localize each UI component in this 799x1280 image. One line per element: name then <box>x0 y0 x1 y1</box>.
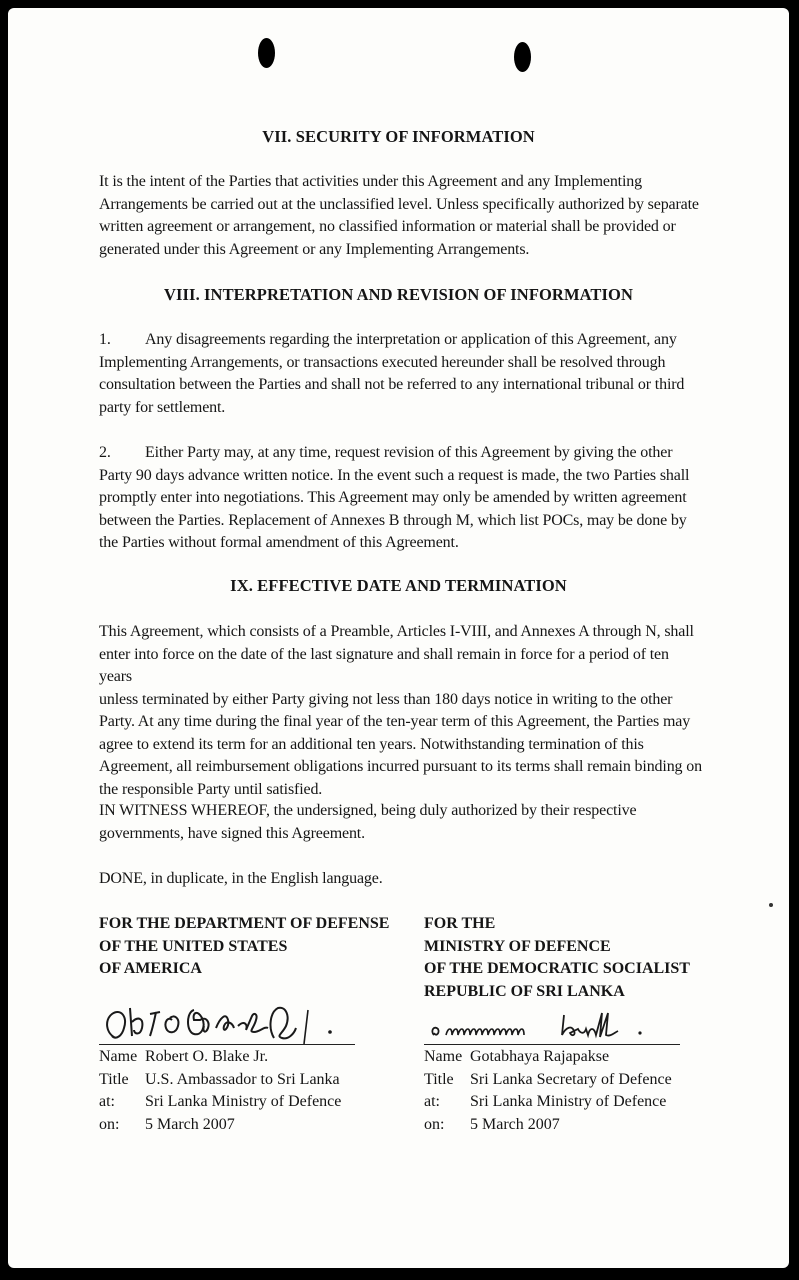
org-line: OF AMERICA <box>99 960 202 977</box>
text-line: Party. At any time during the final year of the ten-year term of this Agreement, the Parties may <box>99 713 691 730</box>
section-viii-paragraph-2 <box>99 442 704 555</box>
witness-clause <box>99 800 704 845</box>
field-label: Title <box>99 1071 129 1088</box>
text-line: governments, have signed this Agreement. <box>99 824 365 842</box>
text-line: agree to extend its term for an additional ten years. Notwithstanding termination of this <box>99 735 644 753</box>
field-value: Sri Lanka Secretary of Defence <box>470 1071 672 1088</box>
text-line: unless terminated by either Party giving not less than 180 days notice in writing to the other <box>99 690 673 708</box>
punch-hole-right <box>514 42 531 72</box>
org-line: FOR THE DEPARTMENT OF DEFENSE <box>99 915 390 932</box>
text-line <box>99 442 704 465</box>
left-signatory-org <box>99 913 389 981</box>
field-label: Name <box>99 1048 138 1065</box>
text-line: This Agreement, which consists of a Preamble, Articles I-VIII, and Annexes A through N, shall <box>99 623 694 640</box>
done-clause <box>99 868 704 891</box>
text-line: Arrangements be carried out at the unclassified level. Unless specifically authorized by separate <box>99 195 699 213</box>
text-line: Implementing Arrangements, or transactions executed hereunder shall be resolved through <box>99 353 666 371</box>
text-span: Either Party may, at any time, request revision of this Agreement by giving the other <box>145 444 673 461</box>
section-ix-heading: IX. EFFECTIVE DATE AND TERMINATION <box>230 576 567 595</box>
org-line: REPUBLIC OF SRI LANKA <box>424 982 625 1000</box>
text-line: promptly enter into negotiations. This Agreement may only be amended by written agreement <box>99 489 687 506</box>
left-signature-icon <box>98 998 348 1048</box>
field-label: on: <box>424 1116 445 1133</box>
text-line <box>99 329 704 352</box>
field-value: Gotabhaya Rajapakse <box>470 1048 610 1065</box>
field-value: 5 March 2007 <box>145 1116 235 1133</box>
field-value: Sri Lanka Ministry of Defence <box>145 1093 342 1110</box>
punch-hole-left <box>258 38 275 68</box>
org-line: MINISTRY OF DEFENCE <box>424 937 611 955</box>
text-line: enter into force on the date of the last signature and shall remain in force for a period of ten years <box>99 645 669 685</box>
left-signature-line <box>99 1044 355 1045</box>
section-vii-heading: VII. SECURITY OF INFORMATION <box>262 127 535 146</box>
left-on-row <box>99 1114 235 1137</box>
section-ix-body <box>99 621 704 801</box>
paragraph-number: 2. <box>99 444 111 461</box>
document-page <box>8 8 789 1268</box>
right-signature-line <box>424 1044 680 1045</box>
text-line: It is the intent of the Parties that activities under this Agreement and any Implementing <box>99 173 642 190</box>
text-line: the responsible Party until satisfied. <box>99 780 323 798</box>
field-value: 5 March 2007 <box>470 1116 560 1133</box>
text-span: Any disagreements regarding the interpretation or application of this Agreement, any <box>145 331 677 348</box>
right-signature-icon <box>428 1005 668 1045</box>
field-value: Sri Lanka Ministry of Defence <box>470 1093 667 1110</box>
text-line: Agreement, all reimbursement obligations incurred pursuant to its terms shall remain binding on <box>99 758 702 775</box>
text-line: generated under this Agreement or any Implementing Arrangements. <box>99 240 530 258</box>
field-label: at: <box>424 1093 440 1110</box>
right-at-row <box>424 1091 666 1114</box>
org-line: FOR THE <box>424 915 496 932</box>
paragraph-number: 1. <box>99 331 111 348</box>
text-line: written agreement or arrangement, no classified information or material shall be provided or <box>99 218 676 235</box>
text-line: the Parties without formal amendment of this Agreement. <box>99 534 459 551</box>
text-line: IN WITNESS WHEREOF, the undersigned, being duly authorized by their respective <box>99 802 637 819</box>
text-line: DONE, in duplicate, in the English language. <box>99 870 383 887</box>
left-at-row <box>99 1091 341 1114</box>
text-line: consultation between the Parties and shall not be referred to any international tribunal or third <box>99 376 685 393</box>
left-name-row <box>99 1046 268 1069</box>
field-label: on: <box>99 1116 120 1133</box>
text-line: between the Parties. Replacement of Annexes B through M, which list POCs, may be done by <box>99 511 687 529</box>
field-value: Robert O. Blake Jr. <box>145 1048 269 1065</box>
scan-speck <box>769 903 773 907</box>
right-title-row <box>424 1069 672 1092</box>
text-line: Party 90 days advance written notice. In the event such a request is made, the two Parties shall <box>99 466 690 484</box>
right-name-row <box>424 1046 609 1069</box>
org-line: OF THE DEMOCRATIC SOCIALIST <box>424 960 690 977</box>
right-signatory-org <box>424 913 690 1003</box>
field-label: Title <box>424 1071 454 1088</box>
org-line: OF THE UNITED STATES <box>99 937 288 955</box>
text-line: party for settlement. <box>99 398 226 416</box>
left-title-row <box>99 1069 340 1092</box>
field-label: Name <box>424 1048 463 1065</box>
field-value: U.S. Ambassador to Sri Lanka <box>145 1071 340 1088</box>
right-on-row <box>424 1114 560 1137</box>
field-label: at: <box>99 1093 115 1110</box>
section-viii-paragraph-1 <box>99 329 704 419</box>
section-viii-heading: VIII. INTERPRETATION AND REVISION OF INFORMATION <box>164 285 633 304</box>
section-vii-body <box>99 171 704 261</box>
